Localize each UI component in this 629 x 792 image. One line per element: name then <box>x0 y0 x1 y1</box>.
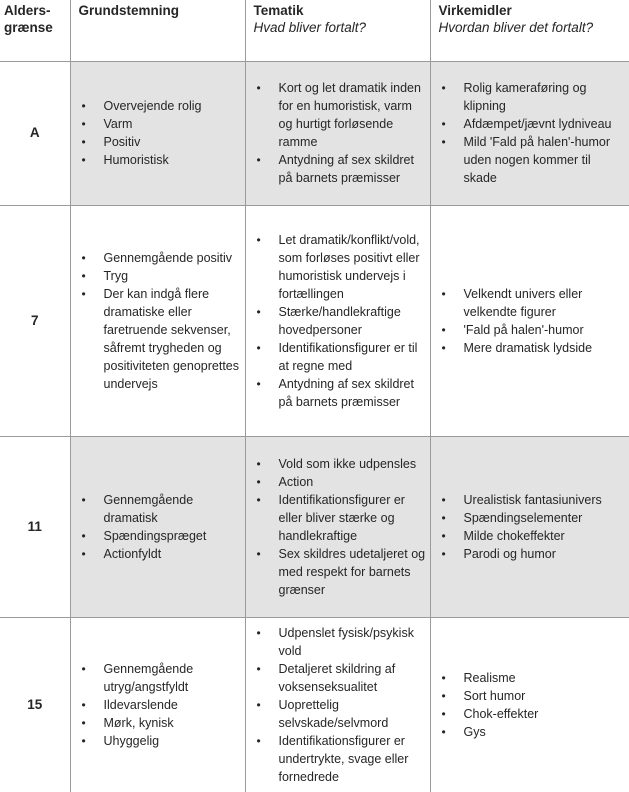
bullet-list <box>79 491 241 563</box>
list-item: • Chok-effekter <box>464 705 626 723</box>
table-row <box>0 61 629 205</box>
list-item: • Uoprettelig selvskade/selvmord <box>279 696 426 732</box>
means-cell <box>430 205 629 436</box>
list-item: • Actionfyldt <box>104 545 241 563</box>
list-item: • Sort humor <box>464 687 626 705</box>
bullet-list <box>254 455 426 599</box>
list-item: • Mørk, kynisk <box>104 714 241 732</box>
means-cell <box>430 61 629 205</box>
list-item: • 'Fald på halen'-humor <box>464 321 626 339</box>
list-item: • Parodi og humor <box>464 545 626 563</box>
list-item: • Overvejende rolig <box>104 97 241 115</box>
mood-cell <box>70 61 245 205</box>
theme-cell <box>245 61 430 205</box>
mood-cell <box>70 205 245 436</box>
list-item: • Positiv <box>104 133 241 151</box>
age-rating-label: 15 <box>27 696 43 712</box>
mood-cell <box>70 436 245 617</box>
list-item: • Detaljeret skildring af voksenseksualitet <box>279 660 426 696</box>
bullet-list <box>79 660 241 750</box>
age-rating-cell <box>0 61 70 205</box>
bullet-list <box>79 97 241 169</box>
list-item: • Gennemgående dramatisk <box>104 491 241 527</box>
list-item: • Velkendt univers eller velkendte figurer <box>464 285 626 321</box>
header-row <box>0 0 629 61</box>
list-item: • Gennemgående positiv <box>104 249 241 267</box>
list-item: • Uhyggelig <box>104 732 241 750</box>
list-item: • Der kan indgå flere dramatiske eller faretruende sekvenser, såfremt trygheden og positiviteten genoprettes undervejs <box>104 285 241 393</box>
age-rating-cell <box>0 205 70 436</box>
header-means-label: Virkemidler <box>438 3 512 18</box>
age-rating-label: 11 <box>27 518 42 534</box>
bullet-list <box>254 231 426 411</box>
header-mood <box>70 0 245 61</box>
age-rating-label: A <box>29 125 40 140</box>
table-row <box>0 205 629 436</box>
header-means-subtitle: Hvordan bliver det fortalt? <box>438 20 594 35</box>
list-item: • Gys <box>464 723 626 741</box>
list-item: • Let dramatik/konflikt/vold, som forløses positivt eller humoristisk undervejs i fortællingen <box>279 231 426 303</box>
header-mood-label: Grundstemning <box>78 3 179 18</box>
list-item: • Realisme <box>464 669 626 687</box>
table-row <box>0 436 629 617</box>
bullet-list <box>79 249 241 393</box>
list-item: • Udpenslet fysisk/psykisk vold <box>279 624 426 660</box>
header-theme-subtitle: Hvad bliver fortalt? <box>253 20 367 35</box>
theme-cell <box>245 205 430 436</box>
list-item: • Afdæmpet/jævnt lydniveau <box>464 115 626 133</box>
theme-cell <box>245 617 430 792</box>
list-item: • Mere dramatisk lydside <box>464 339 626 357</box>
list-item: • Varm <box>104 115 241 133</box>
list-item: • Spændingspræget <box>104 527 241 545</box>
list-item: • Identifikationsfigurer er eller bliver stærke og handlekraftige <box>279 491 426 545</box>
list-item: • Antydning af sex skildret på barnets præmisser <box>279 151 426 187</box>
header-age <box>0 0 70 61</box>
list-item: • Identifikationsfigurer er til at regne med <box>279 339 426 375</box>
bullet-list <box>439 79 626 187</box>
list-item: • Spændingselementer <box>464 509 626 527</box>
list-item: • Vold som ikke udpensles <box>279 455 426 473</box>
age-rating-cell <box>0 436 70 617</box>
list-item: • Ildevarslende <box>104 696 241 714</box>
header-age-label: Alders-grænse <box>4 3 53 35</box>
list-item: • Tryg <box>104 267 241 285</box>
list-item: • Gennemgående utryg/angstfyldt <box>104 660 241 696</box>
age-rating-label: 7 <box>30 312 39 328</box>
bullet-list <box>254 79 426 187</box>
list-item: • Stærke/handlekraftige hovedpersoner <box>279 303 426 339</box>
bullet-list <box>439 285 626 357</box>
means-cell <box>430 617 629 792</box>
list-item: • Urealistisk fantasiunivers <box>464 491 626 509</box>
header-theme-label: Tematik <box>253 3 304 18</box>
list-item: • Identifikationsfigurer er undertrykte, svage eller fornedrede <box>279 732 426 786</box>
age-rating-cell <box>0 617 70 792</box>
list-item: • Rolig kameraføring og klipning <box>464 79 626 115</box>
bullet-list <box>439 669 626 741</box>
table-row <box>0 617 629 792</box>
bullet-list <box>254 624 426 786</box>
list-item: • Action <box>279 473 426 491</box>
list-item: • Milde chokeffekter <box>464 527 626 545</box>
list-item: • Kort og let dramatik inden for en humoristisk, varm og hurtigt forløsende ramme <box>279 79 426 151</box>
header-means <box>430 0 629 61</box>
means-cell <box>430 436 629 617</box>
list-item: • Antydning af sex skildret på barnets præmisser <box>279 375 426 411</box>
theme-cell <box>245 436 430 617</box>
bullet-list <box>439 491 626 563</box>
mood-cell <box>70 617 245 792</box>
list-item: • Humoristisk <box>104 151 241 169</box>
header-theme <box>245 0 430 61</box>
list-item: • Sex skildres udetaljeret og med respekt for barnets grænser <box>279 545 426 599</box>
list-item: • Mild 'Fald på halen'-humor uden nogen kommer til skade <box>464 133 626 187</box>
